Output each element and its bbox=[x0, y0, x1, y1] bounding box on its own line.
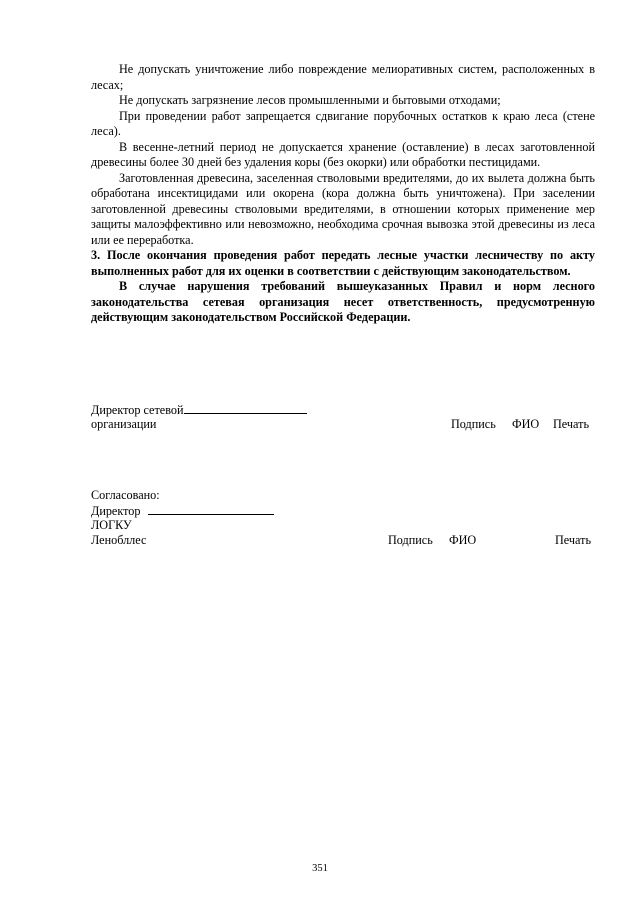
agreed-label: Согласовано: bbox=[91, 488, 160, 502]
full-name-label: ФИО bbox=[512, 417, 540, 431]
stamp-label: Печать bbox=[553, 417, 590, 431]
signature-row-organization bbox=[91, 417, 595, 432]
signature-block-agreed bbox=[91, 488, 595, 548]
agreed-org-label: ЛОГКУ bbox=[91, 518, 132, 532]
agreed-org2-label: Ленобллес bbox=[91, 533, 147, 547]
agreed-row bbox=[91, 488, 595, 503]
paragraph-infested-wood: Заготовленная древесина, заселенная стволовыми вредителями, до их вылета должна быть обработана инсектицидами или окорена (кора должна быть уничтожена). При заселении заготовленной древесины стволовыми вредителями, в отношении которых применение мер защиты малоэффективно или невозможно, необходима срочная вывозка этой древесины из леса или ее переработка. bbox=[91, 170, 595, 247]
stamp-label: Печать bbox=[555, 533, 592, 547]
director-network-label: Директор сетевой bbox=[91, 403, 184, 417]
paragraph-liability: В случае нарушения требований вышеуказанных Правил и норм лесного законодательства сетевая организация несет ответственность, предусмотренную действующим законодательством Российской Федерации. bbox=[91, 279, 595, 324]
paragraph-pollution: Не допускать загрязнение лесов промышленными и бытовыми отходами; bbox=[119, 93, 501, 107]
agreed-org2-row bbox=[91, 533, 595, 548]
signature-label: Подпись bbox=[451, 417, 496, 431]
agreed-director-row bbox=[91, 503, 595, 518]
signature-line bbox=[148, 503, 274, 515]
paragraph-transfer-plots: 3. После окончания проведения работ передать лесные участки лесничеству по акту выполненных работ для их оценки в соответствии с действующим законодательством. bbox=[91, 248, 595, 278]
signature-line bbox=[184, 402, 307, 414]
organization-label: организации bbox=[91, 417, 157, 431]
full-name-label: ФИО bbox=[449, 533, 477, 547]
document-body bbox=[91, 62, 595, 326]
signature-block-network-org bbox=[91, 402, 595, 432]
paragraph-melioration: Не допускать уничтожение либо повреждение мелиоративных систем, расположенных в лесах; bbox=[91, 62, 595, 92]
paragraph-logging-residues: При проведении работ запрещается сдвигание порубочных остатков к краю леса (стене леса). bbox=[91, 108, 595, 138]
signature-row-director bbox=[91, 402, 595, 417]
paragraph-spring-summer-storage: В весенне-летний период не допускается хранение (оставление) в лесах заготовленной древесины более 30 дней без удаления коры (без окорки) или обработки пестицидами. bbox=[91, 139, 595, 169]
agreed-org-row bbox=[91, 518, 595, 533]
page-number: 351 bbox=[312, 863, 328, 874]
agreed-director-label: Директор bbox=[91, 504, 141, 518]
signature-label: Подпись bbox=[388, 533, 433, 547]
